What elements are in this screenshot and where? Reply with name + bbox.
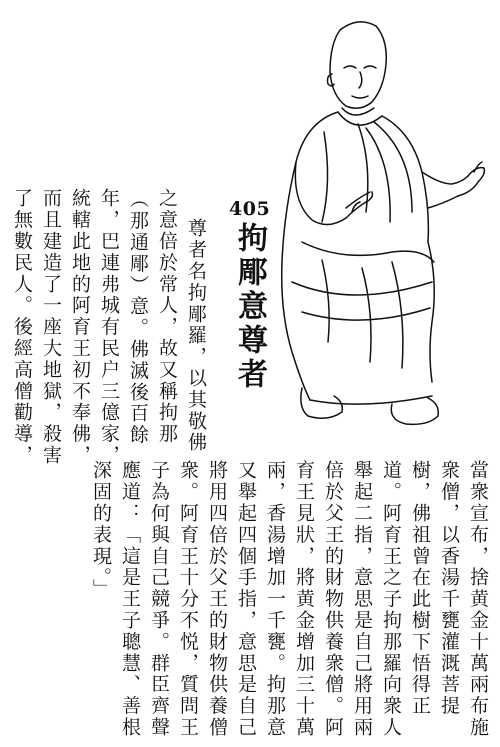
text-column: 將用四倍於父王的財物供養僧 [206,460,228,739]
arhat-illustration [262,12,487,432]
text-column: 當衆宣布，捨黄金十萬兩布施 [467,460,489,739]
text-column: 衆。阿育王十分不悦，質問王 [177,460,199,739]
text-column: 深固的表現。」 [90,460,112,601]
text-column: 兩，香湯增加一千甕。拘那意 [264,460,286,739]
text-column: 年，巴連弗城有民户三億家， [98,188,120,467]
text-column: 尊者名拘郮羅，以其敬佛 [185,218,207,454]
text-column: 之意倍於常人，故又稱拘那 [156,188,178,445]
entry-title: 拘郮意尊者 [232,222,267,392]
text-column: 子為何與自己競爭。群臣齊聲 [148,460,170,739]
text-column: 樹，佛祖曾在此樹下悟得正 [409,460,431,717]
text-column: 又舉起四個手指，意思是自己 [235,460,257,739]
text-column: 應道：「這是王子聰慧、善根 [119,460,141,739]
text-column: 衆僧，以香湯千甕灌溉菩提 [438,460,460,717]
text-column: 了無數民人。後經高僧勸導， [11,188,33,467]
text-column: 而且建造了一座大地獄，殺害 [40,188,62,467]
text-column: 道。阿育王之子拘那羅向衆人 [380,460,402,739]
text-column: （那通郮）意。佛滅後百餘 [127,189,149,446]
text-column: 統轄此地的阿育王初不奉佛， [69,188,91,467]
entry-number: 405 [229,198,271,220]
text-column: 育王見狀，將黄金增加三十萬 [293,460,315,739]
text-column: 舉起二指，意思是自己將用兩 [351,460,373,739]
text-column: 倍於父王的財物供養衆僧。阿 [322,460,344,739]
